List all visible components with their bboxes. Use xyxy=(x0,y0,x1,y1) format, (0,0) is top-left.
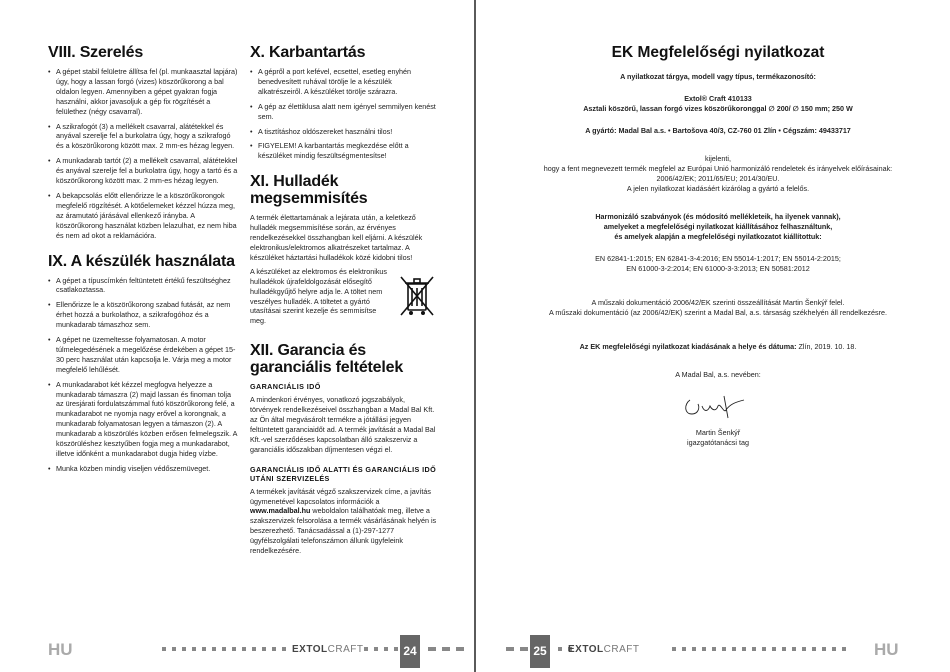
tech-doc: A műszaki dokumentáció 2006/42/EK szerinti összeállítását Martin Šenkýř felel. xyxy=(591,298,845,307)
list-item: • A gép az élettiklusa alatt nem igényel semmilyen kenést sem. xyxy=(250,102,438,122)
harmonized-heading: Harmonizáló szabványok (és módosító mellékleteik, ha ilyenek vannak), xyxy=(595,212,841,221)
signer-role: igazgatótanácsi tag xyxy=(687,438,749,447)
manufacturer: A gyártó: Madal Bal a.s. • Bartošova 40/3, CZ-760 01 Zlín • Cégszám: 49433717 xyxy=(585,126,851,135)
standards: EN 62841-1:2015; EN 62841-3-4:2016; EN 55014-1:2017; EN 55014-2:2015; xyxy=(595,254,841,263)
section-warranty xyxy=(250,342,438,556)
bullet-list xyxy=(250,67,438,161)
language-code: HU xyxy=(48,640,73,659)
list-item: • A munkadarab tartót (2) a mellékelt csavarral, alátétekkel és anyával szerelje fel a burkolatra úgy, hogy a tartó és a köszörűkorong között max. 2 mm-es hézag legyen. xyxy=(48,156,238,186)
subsection-title: GARANCIÁLIS IDŐ ALATTI ÉS GARANCIÁLIS IDŐ UTÁNI SZERVIZELÉS xyxy=(250,464,437,483)
list-item: • A gépről a port kefével, ecsettel, esetleg enyhén benedvesített ruhával törölje le a készülék alkatrészeiről. A készüléket törölje szárazra. xyxy=(250,67,438,97)
section-title: XII. Garancia és garanciális feltételek xyxy=(250,342,404,377)
list-item: • A szikrafogót (3) a mellékelt csavarral, alátétekkel és anyával szerelje fel a burkolatra úgy, hogy a szikrafogó és a köszörűkorong között max. 2 mm-es hézag legyen. xyxy=(48,122,238,152)
harmonized-heading: és amelyek alapján a megfelelőségi nyilatkozatot kiállítottuk: xyxy=(614,232,822,241)
footer-dots xyxy=(162,647,286,651)
declares: kijelenti, xyxy=(705,154,731,163)
brand-logo-text: EXTOL xyxy=(568,644,604,655)
declaration-column xyxy=(506,44,930,448)
product-line: Extol® Craft 410133 xyxy=(684,94,752,103)
tech-doc: A műszaki dokumentáció (az 2006/42/EK) szerint a Madal Bal, a.s. társaság székhelyén áll rendelkezésre. xyxy=(549,308,887,317)
left-column-2 xyxy=(250,44,438,568)
paragraph: A termék élettartamának a lejárata után, a keletkező hulladék megsemmisítése során, az érvényes rendelkezésekkel összhangban kell eljárni. A készülék elektronikus/elektromos alkatrészeket tartalmaz. A készüléket háztartási hulladékok közé kidobni tilos! xyxy=(250,213,423,262)
place-date-label: Az EK megfelelőségi nyilatkozat kiadásának a helye és dátuma: xyxy=(579,342,797,351)
signature xyxy=(678,392,758,422)
section-assembly xyxy=(48,44,238,241)
language-code: HU xyxy=(874,640,899,659)
list-item: • A bekapcsolás előtt ellenőrizze le a köszörűkorongok megfelelő rögzítését. A kötőelemeket kézzel húzza meg, az áramutató járásával ellenkező irányba. A köszörűkorong használat közben lelazulhat, ez nem hiba és nem ad okot a reklamációra. xyxy=(48,191,238,241)
section-title: IX. A készülék használata xyxy=(48,252,235,270)
directives: 2006/42/EK; 2011/65/EU; 2014/30/EU. xyxy=(656,174,780,183)
list-item: • FIGYELEM! A karbantartás megkezdése előtt a készüléket mindig feszültségmentesítse! xyxy=(250,141,438,161)
responsibility: A jelen nyilatkozat kiadásáért kizárólag a gyártó a felelős. xyxy=(626,184,810,193)
text: A termékek javítását végző szakszervizek címe, a javítás ügymenetével kapcsolatos információk a xyxy=(250,486,431,506)
brand-logo-text: EXTOL xyxy=(292,644,328,655)
list-item: • A gépet stabil felületre állítsa fel (pl. munkaasztal lapjára) úgy, hogy a lassan forgó (vizes) köszörűkorong a bal oldalon legyen. Amennyiben a gépet gyakran fogja használni, akkor javasoljuk a gép fix rögzítését a felülethez (négy csavarral). xyxy=(48,67,238,117)
section-title: VIII. Szerelés xyxy=(48,44,144,61)
declaration-title: EK Megfelelőségi nyilatkozat xyxy=(611,44,825,61)
website-link[interactable]: www.madalbal.hu xyxy=(250,506,311,516)
declares-text: hogy a fent megnevezett termék megfelel az Európai Unió harmonizáló rendeletek és irányelvek előírásainak: xyxy=(543,164,893,173)
bullet-list xyxy=(48,67,238,241)
standards: EN 61000-3-2:2014; EN 61000-3-3:2013; EN 50581:2012 xyxy=(626,264,810,273)
section-disposal xyxy=(250,173,438,330)
page-24 xyxy=(0,0,474,672)
page-25 xyxy=(476,0,950,672)
paragraph xyxy=(250,487,438,556)
section-title: X. Karbantartás xyxy=(250,44,366,61)
footer-dots xyxy=(364,647,398,651)
crossed-bin-icon xyxy=(396,273,438,323)
product-line: Asztali köszörű, lassan forgó vizes köszörűkoronggal ∅ 200/ ∅ 150 mm; 250 W xyxy=(583,104,853,113)
footer-dots xyxy=(506,647,528,651)
left-column-1 xyxy=(48,44,238,486)
subsection-title: GARANCIÁLIS IDŐ xyxy=(250,382,321,392)
section-maintenance xyxy=(250,44,438,161)
page-number: 24 xyxy=(400,635,420,668)
footer-dots xyxy=(428,647,464,651)
signer-name: Martin Šenkýř xyxy=(695,428,741,437)
footer-dots xyxy=(672,647,846,651)
paragraph: A mindenkori érvényes, vonatkozó jogszabályok, törvények rendelkezéseivel összhangban a Madal Bal Kft. az Ön által megvásárolt termékre a jótállási jegyen feltüntetett garanciaidőt ad. A termék javítását a Madal Bal Kft.-vel szerződéses kapcsolatban álló szakszerviz a garanciális időszakban díjmentesen végzi el. xyxy=(250,395,436,454)
brand-logo-text: CRAFT xyxy=(327,644,364,655)
section-title: XI. Hulladék megsemmisítés xyxy=(250,173,368,208)
subject-label: A nyilatkozat tárgya, modell vagy típus, termékazonosító: xyxy=(620,72,816,81)
brand-logo-text: CRAFT xyxy=(603,644,640,655)
behalf: A Madal Bal, a.s. nevében: xyxy=(675,370,761,379)
harmonized-heading: amelyeket a megfelelőségi nyilatkozat kiállításához felhasználtunk, xyxy=(603,222,833,231)
list-item: • Munka közben mindig viseljen védőszemüveget. xyxy=(48,464,238,474)
list-item: • Ellenőrizze le a köszörűkorong szabad futását, az nem érhet hozzá a burkolathoz, a szikrafogóhoz és a munkadarab támaszhoz sem. xyxy=(48,300,238,330)
list-item: • A munkadarabot két kézzel megfogva helyezze a munkadarab támaszra (2) majd lassan és finoman tolja az üresjárati fordulatszámmal futó köszörűkorong felé, a munkadarabot ne nyomja nagy erővel a korongnak, a munkadarab folyamatosan legyen a támaszon (2). A munkadarab a köszörülés közben erősen felmelegszik. A köszörüléshez kesztyűben fogja meg a munkadarabot, illetve időnként a munkadarabot dugja hideg vízbe. xyxy=(48,380,238,459)
brand-logo xyxy=(292,644,364,655)
place-date-value: Zlín, 2019. 10. 18. xyxy=(796,342,857,351)
list-item: • A gépet a típuscímkén feltüntetett értékű feszültséghez csatlakoztassa. xyxy=(48,276,238,296)
paragraph: A készüléket az elektromos és elektronikus hulladékok újrafeldolgozását elősegítő hulladékgyűjtő helyre adja le. A töltet nem veszélyes hulladék. A töltetet a gyártó utasításai szerint kezelje és semmisítse meg. xyxy=(250,266,388,326)
text: weboldalon találhatóak meg, illetve a szakszervizek felsorolása a termék vásárlásának helyén is beszerezhető. Tanácsadással a (1)-297-1277 ügyfélszolgálati telefonszámon állunk ügyfeleink rendelkezésére. xyxy=(250,506,437,556)
list-item: • A tisztításhoz oldószereket használni tilos! xyxy=(250,127,438,137)
page-number: 25 xyxy=(530,635,550,668)
place-date xyxy=(506,342,930,352)
section-usage xyxy=(48,253,238,474)
list-item: • A gépet ne üzemeltesse folyamatosan. A motor túlmelegedésének a megelőzése érdekében a gépet 15-30 perc használat után kapcsolja le. Várja meg a motor megfelelő lehűlését. xyxy=(48,335,238,375)
bullet-list xyxy=(48,276,238,474)
brand-logo xyxy=(568,644,640,655)
